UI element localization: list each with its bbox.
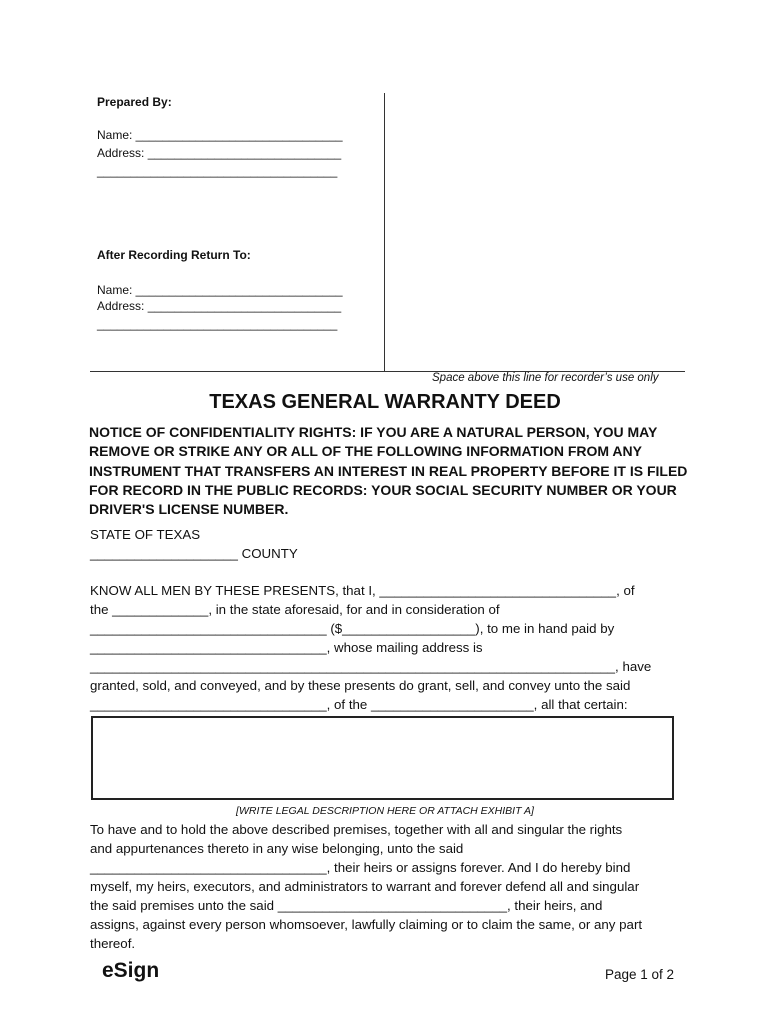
paragraph2-line: assigns, against every person whomsoever, lawfully claiming or to claim the same, or any part <box>90 917 643 932</box>
paragraph1-line: _______________________________________________________________________, have <box>90 659 652 674</box>
paragraph1-line: KNOW ALL MEN BY THESE PRESENTS, that I, ________________________________, of <box>90 583 635 598</box>
return-to-name-line: Name: _______________________________ <box>97 283 343 297</box>
paragraph2-line: myself, my heirs, executors, and administrators to warrant and forever defend all and singular <box>90 879 640 894</box>
legal-description-box[interactable] <box>91 716 674 800</box>
paragraph1-line: the _____________, in the state aforesaid, for and in consideration of <box>90 602 500 617</box>
return-to-address-line: Address: _____________________________ <box>97 299 342 313</box>
paragraph2-line: ________________________________, their heirs or assigns forever. And I do hereby bind <box>90 860 631 875</box>
paragraph2-line: the said premises unto the said _______________________________, their heirs, and <box>90 898 603 913</box>
prepared-by-extra-line: ____________________________________ <box>97 164 338 178</box>
prepared-by-heading: Prepared By: <box>97 95 172 109</box>
recorder-note: Space above this line for recorder’s use only <box>432 372 659 384</box>
paragraph2-line: To have and to hold the above described premises, together with all and singular the rights <box>90 822 623 837</box>
legal-description-caption: [WRITE LEGAL DESCRIPTION HERE OR ATTACH EXHIBIT A] <box>236 805 534 817</box>
page-number: Page 1 of 2 <box>605 967 675 982</box>
esign-logo: eSign <box>102 959 160 982</box>
confidentiality-notice: NOTICE OF CONFIDENTIALITY RIGHTS: IF YOU ARE A NATURAL PERSON, YOU MAY REMOVE OR STRIKE ANY OR ALL OF THE FOLLOWING INFORMATION FROM ANY INSTRUMENT THAT TRANSFERS AN INTEREST IN REAL PROPERTY BEFORE IT IS FILED FOR RECORD IN THE PUBLIC RECORDS: YOUR SOCIAL SECURITY NUMBER OR YOUR DRIVER'S LICENSE NUMBER. <box>89 424 688 518</box>
paragraph1-line: ________________________________, of the ______________________, all that certain: <box>90 697 628 712</box>
recorder-area-divider <box>384 93 385 371</box>
prepared-by-name-line: Name: _______________________________ <box>97 128 343 142</box>
prepared-by-address-line: Address: _____________________________ <box>97 146 342 160</box>
paragraph1-line: granted, sold, and conveyed, and by these presents do grant, sell, and convey unto the said <box>90 678 631 693</box>
paragraph1-line: ________________________________ ($__________________), to me in hand paid by <box>90 621 615 636</box>
paragraph2-line: and appurtenances thereto in any wise belonging, unto the said <box>90 841 464 856</box>
paragraph1-line: ________________________________, whose mailing address is <box>90 640 483 655</box>
county-line: ____________________ COUNTY <box>90 546 298 561</box>
document-title: TEXAS GENERAL WARRANTY DEED <box>209 391 561 413</box>
return-to-heading: After Recording Return To: <box>97 248 251 262</box>
state-line: STATE OF TEXAS <box>90 527 201 542</box>
paragraph2-line: thereof. <box>90 936 136 951</box>
return-to-extra-line: ____________________________________ <box>97 317 338 331</box>
